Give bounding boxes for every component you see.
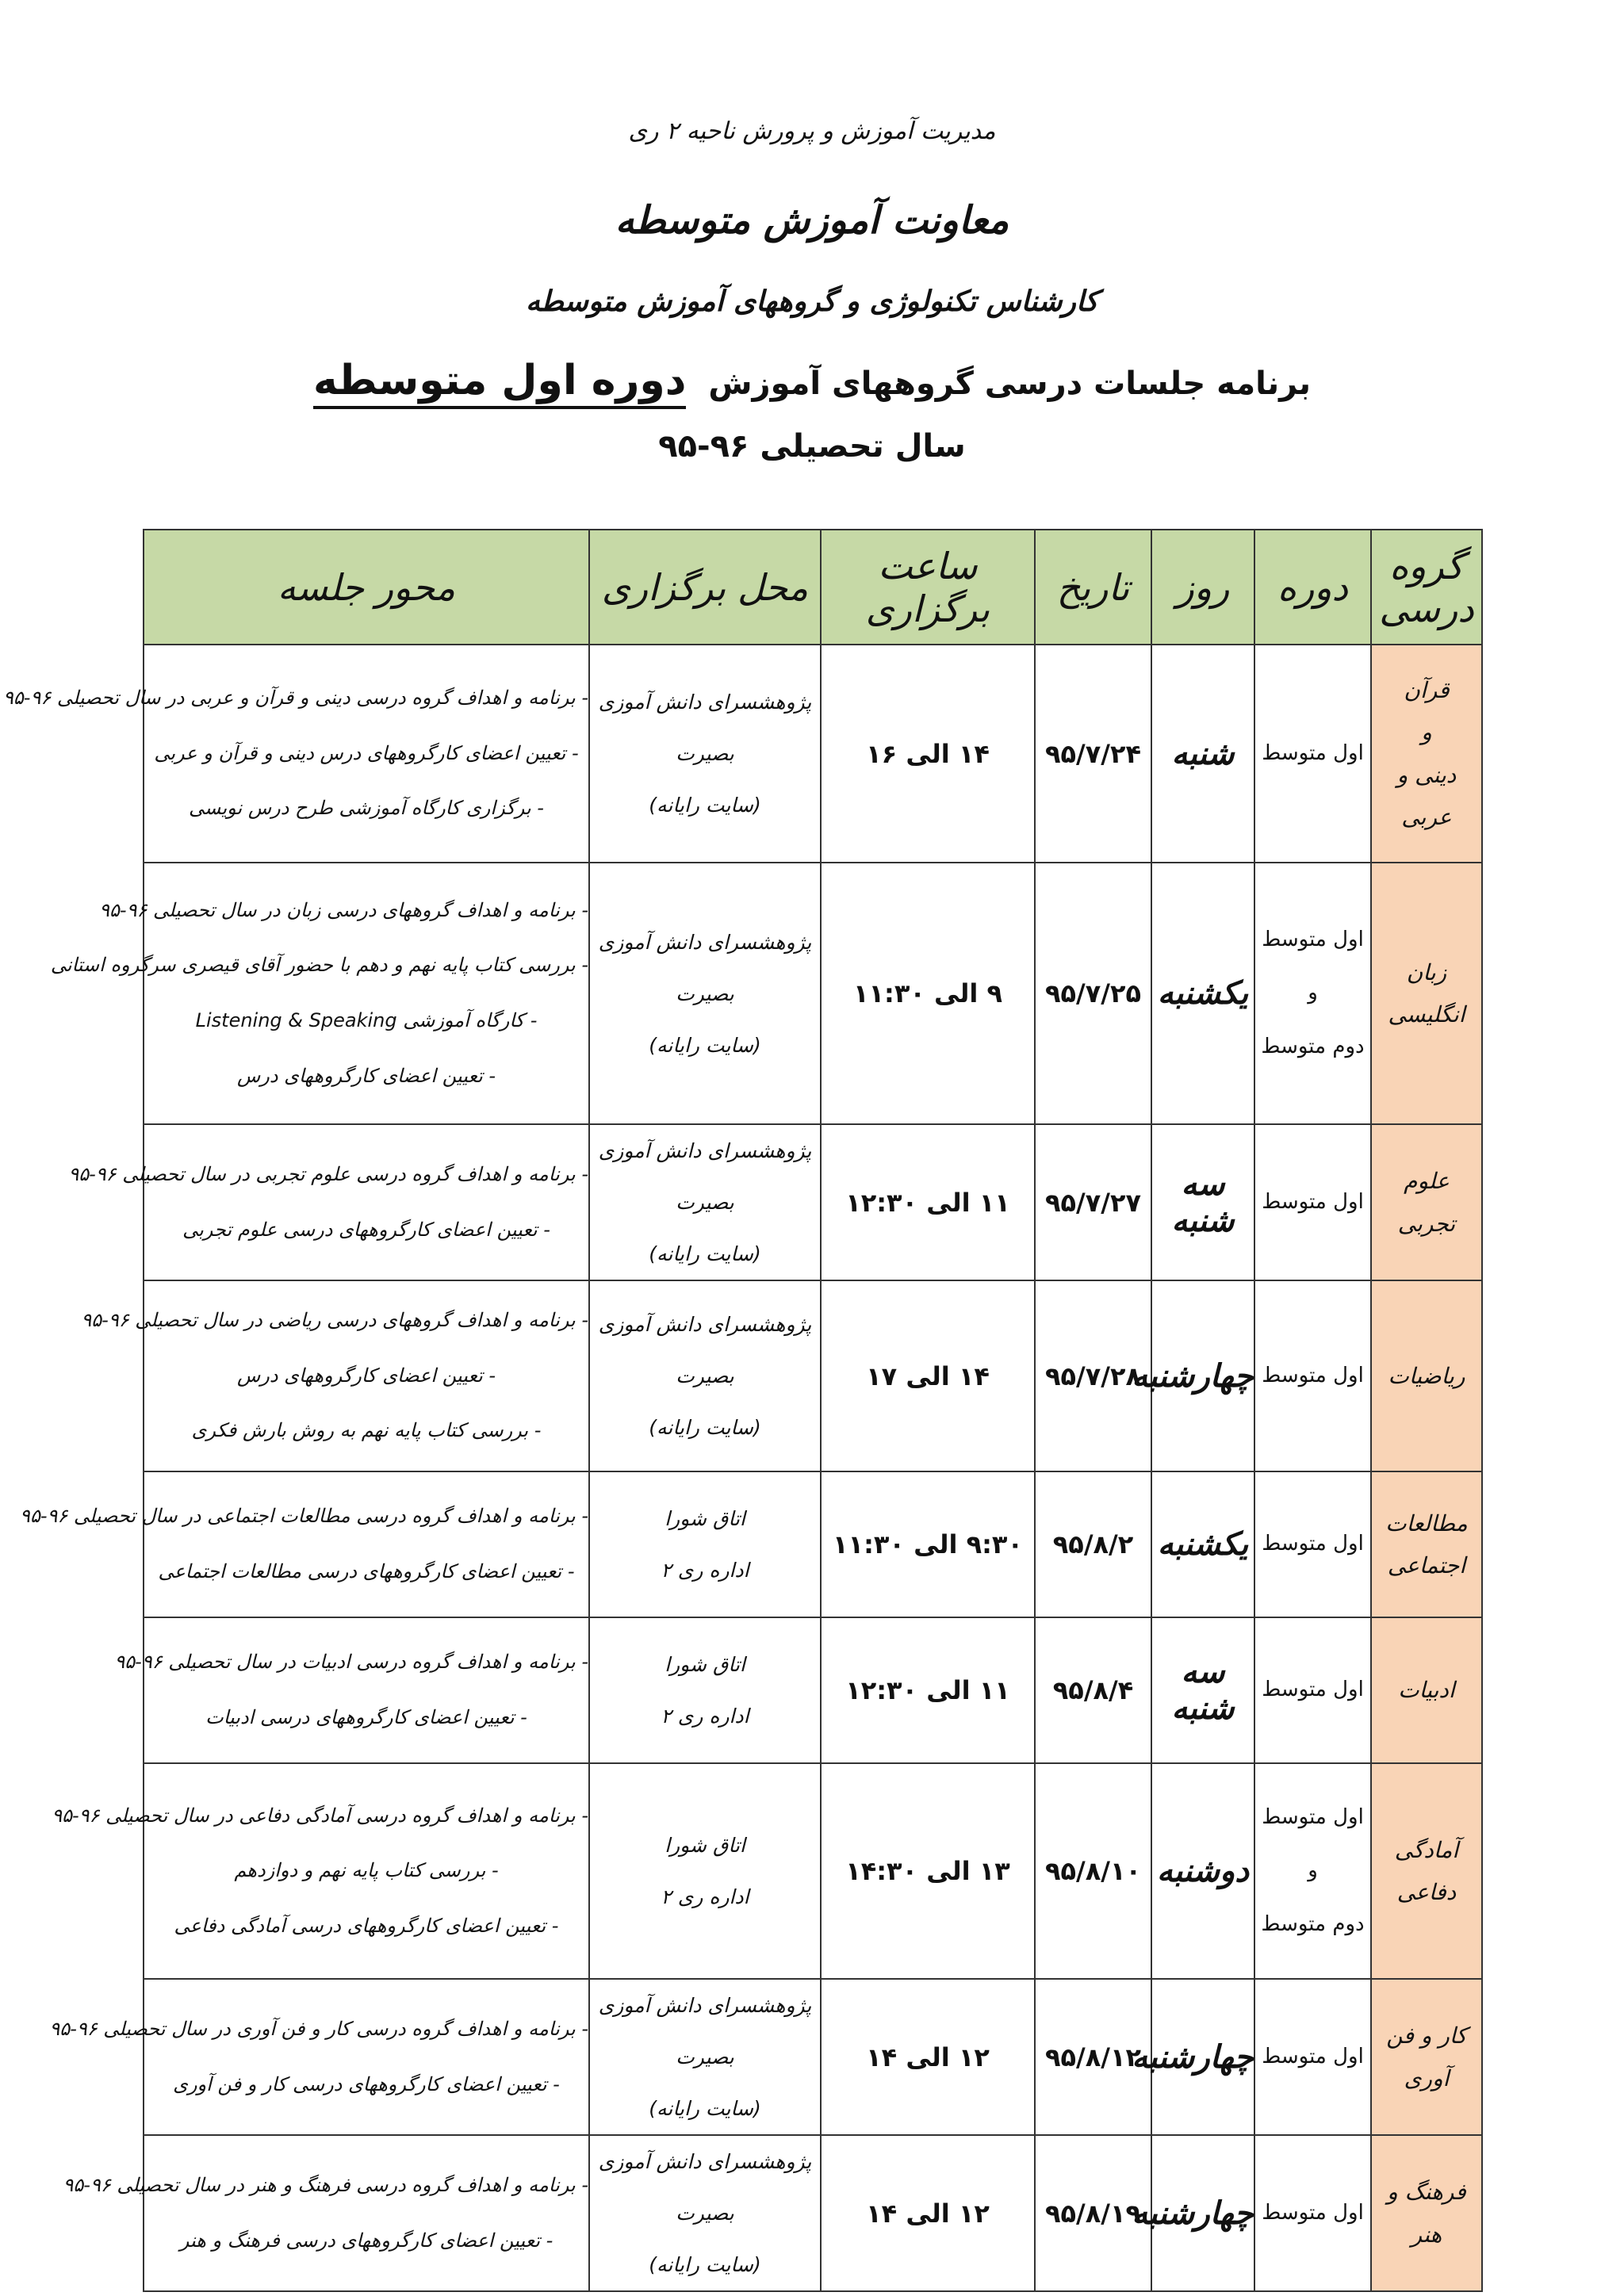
- cell-day: چهارشنبه: [1151, 1280, 1254, 1471]
- cell-topic: [68, 1124, 589, 1280]
- cell-place: [589, 1979, 821, 2135]
- cell-line: اول متوسط: [1262, 1804, 1364, 1829]
- cell-day: شنبه: [1151, 645, 1254, 863]
- cell-group: [1371, 1280, 1482, 1471]
- col-header-place: محل برگزاری: [589, 530, 821, 645]
- cell-line: اداره ری ۲: [661, 1559, 749, 1582]
- cell-level: [1254, 1471, 1371, 1617]
- col-header-date: تاریخ: [1035, 530, 1151, 645]
- col-header-day: روز: [1151, 530, 1254, 645]
- table-row: [144, 2135, 1482, 2291]
- table-row: [144, 1280, 1482, 1471]
- cell-day: چهارشنبه: [1151, 2135, 1254, 2291]
- cell-line: - برنامه و اهداف گروه درسی دینی و قرآن و عربی در سال تحصیلی ۹۶-۹۵: [3, 687, 588, 710]
- cell-line: - تعیین اعضای کارگروههای درس دینی و قرآن و عربی: [154, 741, 579, 764]
- cell-line: علوم تجربی: [1397, 1168, 1456, 1237]
- cell-line: اول متوسط: [1262, 1363, 1364, 1387]
- cell-line: - تعیین اعضای کارگروههای درس: [236, 1364, 496, 1387]
- cell-line: - برنامه و اهداف گروه درسی فرهنگ و هنر در سال تحصیلی ۹۶-۹۵: [63, 2173, 588, 2196]
- table-row: [144, 1471, 1482, 1617]
- table-row: [144, 645, 1482, 863]
- cell-group: [1371, 1617, 1482, 1763]
- cell-place: [589, 1280, 821, 1471]
- cell-line: و: [1421, 719, 1432, 746]
- cell-line: - کارگاه آموزشی Listening & Speaking: [195, 1009, 538, 1031]
- cell-line: (سایت رایانه): [649, 1416, 761, 1439]
- cell-day: یکشنبه: [1151, 1471, 1254, 1617]
- cell-line: (سایت رایانه): [649, 2253, 761, 2276]
- cell-level: [1254, 1124, 1371, 1280]
- cell-line: قرآن: [1404, 677, 1450, 704]
- cell-line: پژوهشسرای دانش آموزی بصیرت: [598, 1313, 812, 1387]
- cell-topic: [114, 1617, 589, 1763]
- cell-line: و: [1308, 1858, 1318, 1883]
- cell-topic: [3, 645, 589, 863]
- cell-line: اول متوسط: [1262, 1678, 1364, 1702]
- cell-date: ۹۵/۸/۲: [1035, 1471, 1151, 1617]
- cell-topic: [20, 1471, 589, 1617]
- cell-level: [1254, 1617, 1371, 1763]
- table-header-row: [144, 530, 1482, 645]
- cell-line: دوم متوسط: [1261, 1911, 1365, 1936]
- title-prefix: برنامه جلسات درسی گروههای آموزش: [708, 365, 1312, 402]
- cell-line: اتاق شورا: [665, 1834, 745, 1857]
- col-header-level: دوره: [1254, 530, 1371, 645]
- cell-group: [1371, 1763, 1482, 1979]
- cell-topic: [52, 1763, 589, 1979]
- cell-line: اتاق شورا: [665, 1507, 745, 1530]
- cell-day: یکشنبه: [1151, 863, 1254, 1124]
- table-row: [144, 1763, 1482, 1979]
- cell-line: - بررسی کتاب پایه نهم و دوازدهم: [234, 1859, 499, 1882]
- cell-time: ۱۱ الی ۱۲:۳۰: [821, 1617, 1035, 1763]
- cell-place: [589, 2135, 821, 2291]
- cell-group: [1371, 1471, 1482, 1617]
- cell-group: [1371, 645, 1482, 863]
- cell-line: - تعیین اعضای کارگروههای درسی مطالعات اجتماعی: [158, 1560, 575, 1582]
- col-header-topic: محور جلسه: [144, 530, 589, 645]
- table-row: [144, 1124, 1482, 1280]
- cell-line: پژوهشسرای دانش آموزی بصیرت: [598, 1139, 812, 1214]
- cell-place: [589, 1763, 821, 1979]
- cell-time: ۹ الی ۱۱:۳۰: [821, 863, 1035, 1124]
- cell-line: اداره ری ۲: [661, 1885, 749, 1908]
- cell-line: - برنامه و اهداف گروه درسی ادبیات در سال تحصیلی ۹۶-۹۵: [114, 1651, 588, 1674]
- cell-line: (سایت رایانه): [649, 1033, 761, 1057]
- cell-line: - تعیین اعضای کارگروههای درسی ادبیات: [205, 1706, 527, 1728]
- org-line: مدیریت آموزش و پرورش ناحیه ۲ ری: [628, 117, 996, 145]
- cell-line: زبان انگلیسی: [1388, 959, 1465, 1027]
- cell-group: [1371, 863, 1482, 1124]
- cell-date: ۹۵/۸/۱۹: [1035, 2135, 1151, 2291]
- cell-time: ۹:۳۰ الی ۱۱:۳۰: [821, 1471, 1035, 1617]
- table-row: [144, 863, 1482, 1124]
- cell-level: [1254, 2135, 1371, 2291]
- cell-date: ۹۵/۷/۲۵: [1035, 863, 1151, 1124]
- table-body: [3, 645, 1482, 2291]
- cell-time: ۱۳ الی ۱۴:۳۰: [821, 1763, 1035, 1979]
- cell-time: ۱۲ الی ۱۴: [821, 1979, 1035, 2135]
- cell-date: ۹۵/۷/۲۷: [1035, 1124, 1151, 1280]
- cell-line: اول متوسط: [1262, 2044, 1364, 2068]
- cell-topic: [49, 1979, 589, 2135]
- cell-line: (سایت رایانه): [649, 1242, 761, 1265]
- cell-line: - بررسی کتاب پایه نهم به روش بارش فکری: [191, 1419, 542, 1442]
- cell-line: - تعیین اعضای کارگروههای درسی فرهنگ و هنر: [179, 2229, 553, 2252]
- cell-time: ۱۲ الی ۱۴: [821, 2135, 1035, 2291]
- cell-line: پژوهشسرای دانش آموزی بصیرت: [598, 1994, 812, 2068]
- col-header-group: گروه درسی: [1371, 530, 1482, 645]
- cell-date: ۹۵/۸/۱۰: [1035, 1763, 1151, 1979]
- cell-level: [1254, 1979, 1371, 2135]
- cell-place: [589, 863, 821, 1124]
- cell-line: اداره ری ۲: [661, 1705, 749, 1728]
- cell-day: سه شنبه: [1151, 1124, 1254, 1280]
- cell-line: پژوهشسرای دانش آموزی بصیرت: [598, 691, 812, 765]
- cell-line: - تعیین اعضای کارگروههای درسی آمادگی دفاعی: [174, 1914, 559, 1937]
- department-title: معاونت آموزش متوسطه: [615, 198, 1009, 243]
- cell-line: - برنامه و اهداف گروه درسی مطالعات اجتماعی در سال تحصیلی ۹۶-۹۵: [20, 1505, 588, 1528]
- cell-line: - برنامه و اهداف گروه درسی علوم تجربی در سال تحصیلی ۹۶-۹۵: [68, 1162, 588, 1185]
- cell-group: [1371, 1979, 1482, 2135]
- cell-topic: [81, 1280, 589, 1471]
- col-header-time: ساعت برگزاری: [821, 530, 1035, 645]
- cell-line: و: [1308, 981, 1318, 1005]
- title-emphasis: دوره اول متوسطه: [313, 357, 686, 409]
- cell-place: [589, 1124, 821, 1280]
- cell-date: ۹۵/۸/۱۲: [1035, 1979, 1151, 2135]
- cell-day: سه شنبه: [1151, 1617, 1254, 1763]
- cell-line: اول متوسط: [1262, 927, 1364, 951]
- cell-line: دینی و عربی: [1396, 761, 1457, 830]
- cell-line: اول متوسط: [1262, 2200, 1364, 2225]
- cell-date: ۹۵/۸/۴: [1035, 1617, 1151, 1763]
- cell-group: [1371, 2135, 1482, 2291]
- table-row: [144, 1979, 1482, 2135]
- cell-line: اول متوسط: [1262, 1532, 1364, 1556]
- cell-time: ۱۱ الی ۱۲:۳۰: [821, 1124, 1035, 1280]
- cell-place: [589, 1617, 821, 1763]
- cell-topic: [50, 863, 589, 1124]
- expert-line: کارشناس تکنولوژی و گروههای آموزش متوسطه: [525, 285, 1099, 318]
- cell-line: اول متوسط: [1262, 740, 1364, 765]
- cell-date: ۹۵/۷/۲۴: [1035, 645, 1151, 863]
- academic-year: سال تحصیلی ۹۶-۹۵: [658, 428, 966, 465]
- cell-level: [1254, 645, 1371, 863]
- cell-line: (سایت رایانه): [649, 794, 761, 817]
- cell-line: - تعیین اعضای کارگروههای درسی کار و فن آوری: [173, 2072, 560, 2095]
- cell-line: - بررسی کتاب پایه نهم و دهم با حضور آقای قیصری سرگروه استانی: [50, 954, 588, 977]
- cell-level: [1254, 1280, 1371, 1471]
- cell-group: [1371, 1124, 1482, 1280]
- cell-line: فرهنگ و هنر: [1387, 2179, 1466, 2248]
- cell-line: - برنامه و اهداف گروههای درسی ریاضی در سال تحصیلی ۹۶-۹۵: [81, 1309, 588, 1332]
- cell-level: [1254, 1763, 1371, 1979]
- table-row: [144, 1617, 1482, 1763]
- cell-line: - برگزاری کارگاه آموزشی طرح درس نویسی: [189, 797, 544, 820]
- cell-line: ریاضیات: [1388, 1362, 1465, 1389]
- cell-time: ۱۴ الی ۱۷: [821, 1280, 1035, 1471]
- cell-day: دوشنبه: [1151, 1763, 1254, 1979]
- cell-day: چهارشنبه: [1151, 1979, 1254, 2135]
- cell-line: پژوهشسرای دانش آموزی بصیرت: [598, 930, 812, 1005]
- cell-place: [589, 1471, 821, 1617]
- cell-time: ۱۴ الی ۱۶: [821, 645, 1035, 863]
- schedule-table: [3, 529, 1483, 2292]
- cell-line: پژوهشسرای دانش آموزی بصیرت: [598, 2150, 812, 2225]
- cell-line: - برنامه و اهداف گروه درسی آمادگی دفاعی در سال تحصیلی ۹۶-۹۵: [52, 1804, 588, 1827]
- cell-line: دوم متوسط: [1261, 1034, 1365, 1058]
- cell-line: - برنامه و اهداف گروههای درسی زبان در سال تحصیلی ۹۶-۹۵: [99, 898, 588, 921]
- cell-line: - تعیین اعضای کارگروههای درسی علوم تجربی: [182, 1218, 550, 1241]
- cell-line: اول متوسط: [1262, 1189, 1364, 1214]
- cell-line: مطالعات اجتماعی: [1385, 1510, 1468, 1578]
- document-title: [0, 357, 1624, 404]
- cell-line: آمادگی دفاعی: [1394, 1836, 1459, 1905]
- cell-line: کار و فن آوری: [1386, 2022, 1467, 2091]
- cell-line: - برنامه و اهداف گروه درسی کار و فن آوری در سال تحصیلی ۹۶-۹۵: [49, 2017, 588, 2040]
- cell-place: [589, 645, 821, 863]
- cell-level: [1254, 863, 1371, 1124]
- cell-topic: [63, 2135, 589, 2291]
- cell-line: (سایت رایانه): [649, 2097, 761, 2120]
- cell-date: ۹۵/۷/۲۸: [1035, 1280, 1151, 1471]
- cell-line: اتاق شورا: [665, 1653, 745, 1676]
- cell-line: - تعیین اعضای کارگروههای درس: [236, 1064, 496, 1087]
- cell-line: ادبیات: [1398, 1677, 1455, 1704]
